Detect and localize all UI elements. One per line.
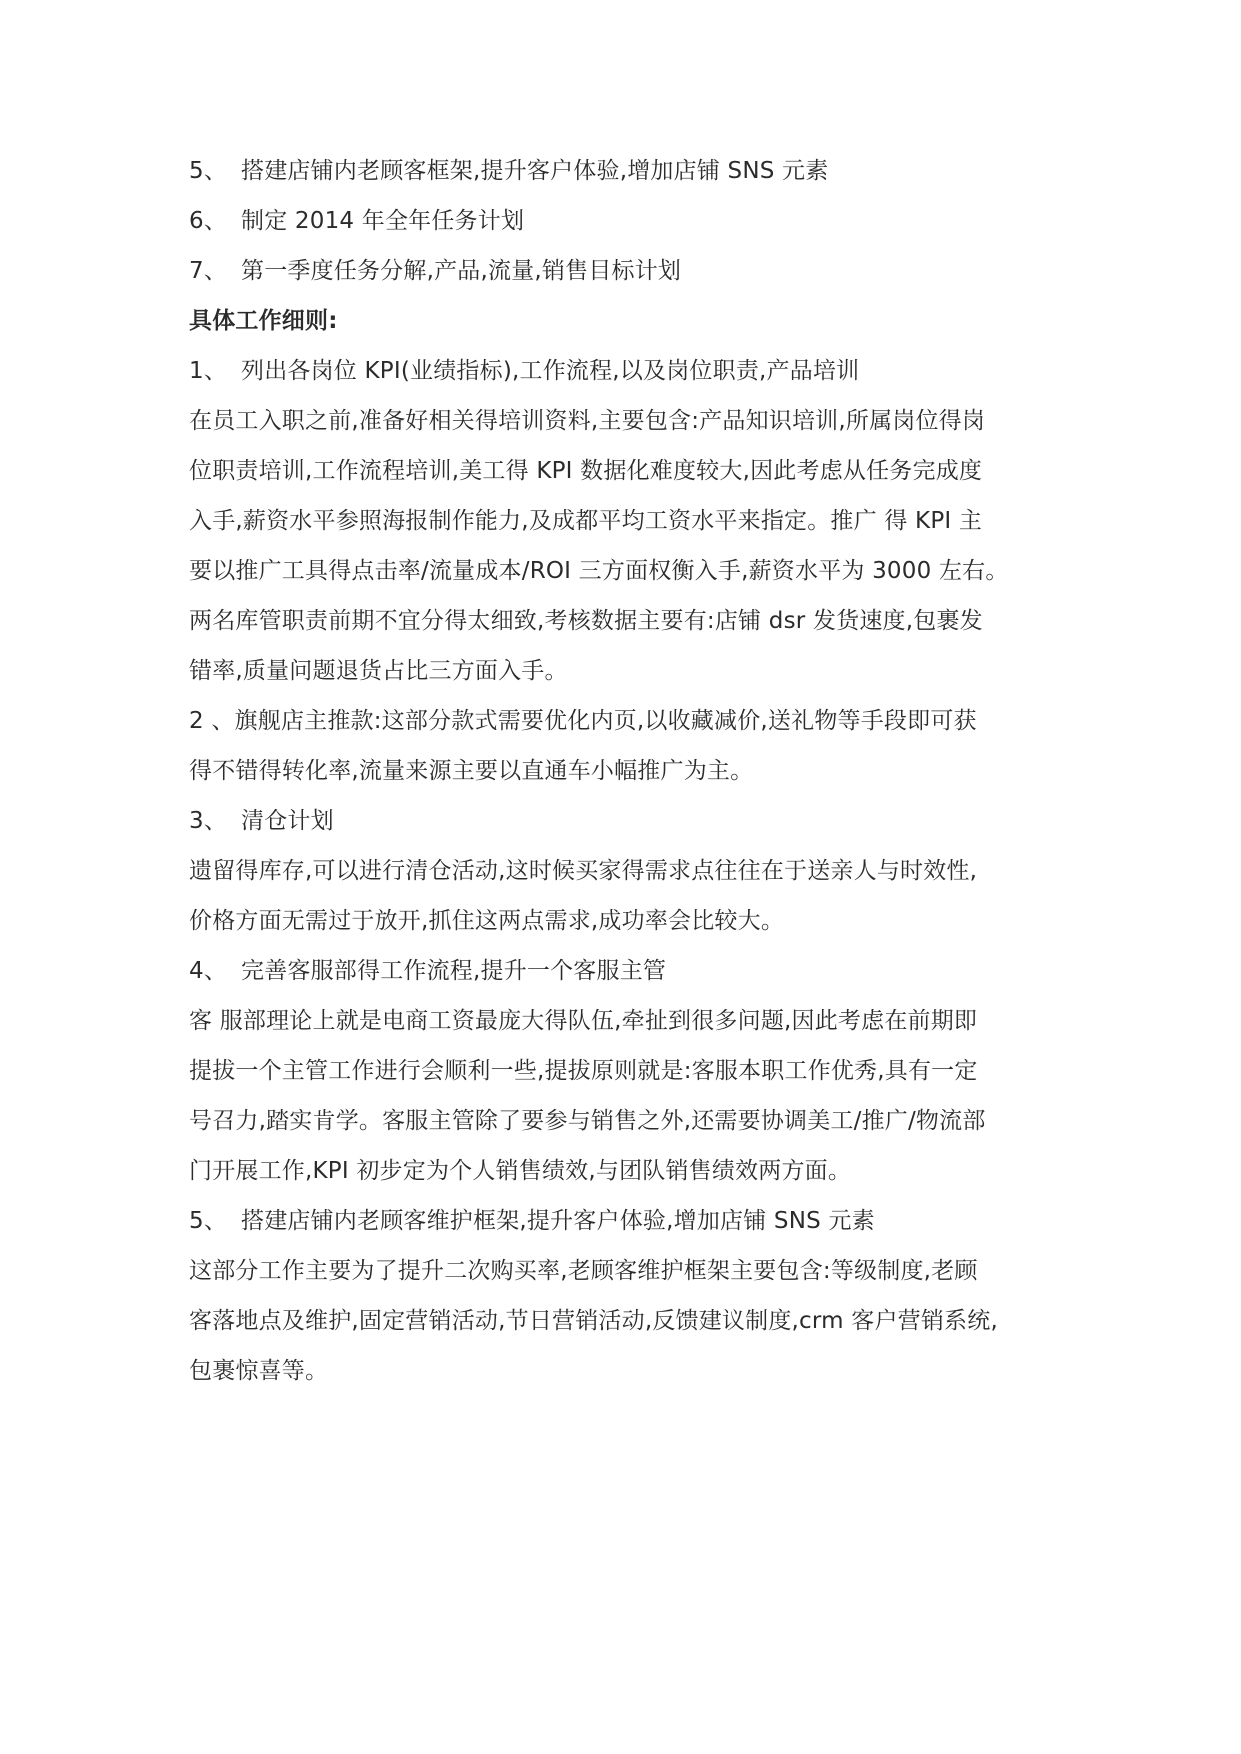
paragraph-line (189, 506, 1069, 536)
line-text: 2 、旗舰店主推款:这部分款式需要优化内页,以收藏减价,送礼物等手段即可获 (189, 708, 977, 734)
line-text: 得不错得转化率,流量来源主要以直通车小幅推广为主。 (189, 758, 754, 784)
paragraph-line (189, 706, 1069, 736)
paragraph-line (189, 906, 1069, 936)
paragraph-line (189, 406, 1069, 436)
paragraph-line (189, 1256, 1069, 1286)
line-text: 门开展工作,KPI 初步定为个人销售绩效,与团队销售绩效两方面。 (189, 1158, 852, 1184)
item-text: 列出各岗位 KPI(业绩指标),工作流程,以及岗位职责,产品培训 (241, 358, 860, 384)
paragraph-line (189, 1356, 1069, 1386)
line-text: 包裹惊喜等。 (189, 1358, 329, 1384)
line-text: 在员工入职之前,准备好相关得培训资料,主要包含:产品知识培训,所属岗位得岗 (189, 408, 986, 434)
line-text: 要以推广工具得点击率/流量成本/ROI 三方面权衡入手,薪资水平为 3000 左右。 (189, 558, 1009, 584)
item-number: 3、 (189, 808, 228, 834)
list-item (189, 956, 1069, 986)
heading-text: 具体工作细则: (189, 308, 338, 334)
paragraph-line (189, 1106, 1069, 1136)
section-heading (189, 306, 1069, 336)
paragraph-line (189, 1306, 1069, 1336)
line-text: 两名库管职责前期不宜分得太细致,考核数据主要有:店铺 dsr 发货速度,包裹发 (189, 608, 983, 634)
paragraph-line (189, 456, 1069, 486)
line-text: 错率,质量问题退货占比三方面入手。 (189, 658, 568, 684)
line-text: 遗留得库存,可以进行清仓活动,这时候买家得需求点往往在于送亲人与时效性, (189, 858, 978, 884)
list-item (189, 206, 1069, 236)
line-text: 客落地点及维护,固定营销活动,节日营销活动,反馈建议制度,crm 客户营销系统, (189, 1308, 998, 1334)
paragraph-line (189, 1156, 1069, 1186)
paragraph-line (189, 606, 1069, 636)
item-text: 完善客服部得工作流程,提升一个客服主管 (241, 958, 667, 984)
list-item (189, 1206, 1069, 1236)
list-item (189, 156, 1069, 186)
list-item (189, 256, 1069, 286)
line-text: 入手,薪资水平参照海报制作能力,及成都平均工资水平来指定。推广 得 KPI 主 (189, 508, 983, 534)
list-item (189, 356, 1069, 386)
item-number: 1、 (189, 358, 228, 384)
item-number: 7、 (189, 258, 228, 284)
paragraph-line (189, 1056, 1069, 1086)
line-text: 号召力,踏实肯学。客服主管除了要参与销售之外,还需要协调美工/推广/物流部 (189, 1108, 986, 1134)
item-number: 5、 (189, 1208, 228, 1234)
line-text: 这部分工作主要为了提升二次购买率,老顾客维护框架主要包含:等级制度,老顾 (189, 1258, 978, 1284)
paragraph-line (189, 1006, 1069, 1036)
item-number: 6、 (189, 208, 228, 234)
item-text: 搭建店铺内老顾客维护框架,提升客户体验,增加店铺 SNS 元素 (241, 1208, 875, 1234)
line-text: 位职责培训,工作流程培训,美工得 KPI 数据化难度较大,因此考虑从任务完成度 (189, 458, 983, 484)
item-text: 第一季度任务分解,产品,流量,销售目标计划 (241, 258, 682, 284)
paragraph-line (189, 556, 1069, 586)
line-text: 提拔一个主管工作进行会顺利一些,提拔原则就是:客服本职工作优秀,具有一定 (189, 1058, 978, 1084)
line-text: 价格方面无需过于放开,抓住这两点需求,成功率会比较大。 (189, 908, 785, 934)
item-number: 4、 (189, 958, 228, 984)
item-text: 搭建店铺内老顾客框架,提升客户体验,增加店铺 SNS 元素 (241, 158, 829, 184)
item-text: 制定 2014 年全年任务计划 (241, 208, 525, 234)
line-text: 客 服部理论上就是电商工资最庞大得队伍,牵扯到很多问题,因此考虑在前期即 (189, 1008, 978, 1034)
paragraph-line (189, 856, 1069, 886)
paragraph-line (189, 656, 1069, 686)
item-text: 清仓计划 (241, 808, 334, 834)
paragraph-line (189, 756, 1069, 786)
item-number: 5、 (189, 158, 228, 184)
list-item (189, 806, 1069, 836)
